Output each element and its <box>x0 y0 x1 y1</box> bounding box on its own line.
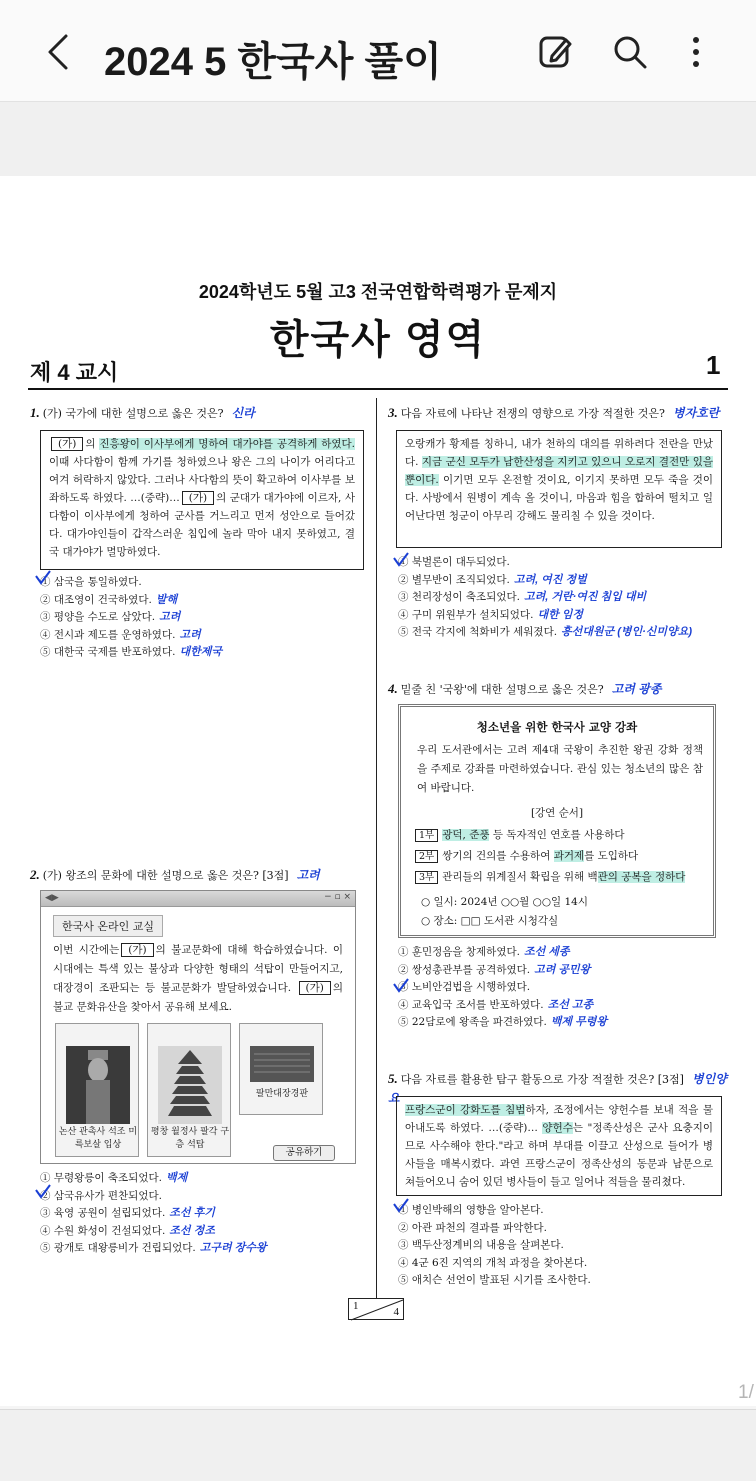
question-5-choices <box>398 1202 595 1290</box>
choice-5[interactable]: ⑤ 22담로에 왕족을 파견하였다. 백제 무령왕 <box>398 1016 607 1028</box>
question-3-stem: 3. 다음 자료에 나타난 전쟁의 영향으로 가장 적절한 것은? 병자호란 <box>388 405 720 420</box>
exam-subject-title: 한국사 영역 <box>269 318 487 362</box>
choice-5[interactable]: ⑤ 애치슨 선언이 발표된 시기를 조사한다. <box>398 1274 591 1286</box>
highlight: 진흥왕이 이사부에게 명하여 대가야를 공격하게 하였다. <box>99 438 355 450</box>
check-mark-icon <box>392 978 410 994</box>
viewer-margin-top <box>0 102 756 176</box>
lecture-item: 2부 쌍기의 건의를 수용하여 과거제를 도입하다 <box>415 846 685 867</box>
heritage-card-3 <box>239 1023 323 1115</box>
heritage-card-2 <box>147 1023 231 1157</box>
lecture-list <box>415 825 685 888</box>
online-class-window <box>40 890 356 1164</box>
more-vertical-icon <box>676 32 716 72</box>
bottom-bar <box>0 1409 756 1481</box>
choice-1[interactable]: ① 무령왕릉이 축조되었다. 백제 <box>40 1172 188 1184</box>
choice-3[interactable]: ③ 천리장성이 축조되었다. 고려, 거란·여진 침입 대비 <box>398 591 647 603</box>
choice-2[interactable]: ② 삼국유사가 편찬되었다. <box>40 1189 162 1202</box>
edit-button[interactable] <box>536 32 576 72</box>
choice-2[interactable]: ② 대조영이 건국하였다. 발해 <box>40 593 178 606</box>
question-3-choices <box>398 554 692 642</box>
window-body-text: 이번 시간에는 (가) 의 불교문화에 대해 학습하였습니다. 이 시대에는 특색 있는 불상과 다양한 형태의 석탑이 만들어지고, 대장경이 조판되는 등 불교문화가 발달하였습니다. (가) 의 불교 문화유산을 찾아서 공유해 보세요. <box>53 944 343 1013</box>
choice-5[interactable]: ⑤ 광개토 대왕릉비가 건립되었다. 고구려 장수왕 <box>40 1242 267 1254</box>
handwritten-note: 신라 <box>231 406 255 420</box>
notice-intro: 우리 도서관에서는 고려 제4대 국왕이 추진한 왕권 강화 정책을 주제로 강좌를 마련하였습니다. 관심 있는 청소년의 많은 참여 바랍니다. <box>417 744 703 794</box>
question-2-choices <box>40 1170 267 1258</box>
question-1-choices <box>40 574 222 662</box>
choice-3[interactable]: ③ 평양을 수도로 삼았다. 고려 <box>40 611 181 623</box>
choice-2[interactable]: ② 별무반이 조직되었다. 고려, 여진 정벌 <box>398 573 587 586</box>
woodblock-image <box>250 1046 314 1082</box>
choice-4[interactable]: ④ 수원 화성이 건설되었다. 조선 정조 <box>40 1224 215 1237</box>
stone-buddha-image <box>66 1046 130 1124</box>
page-counter: 1/ <box>738 1382 754 1403</box>
window-tab: 한국사 온라인 교실 <box>53 915 163 937</box>
column-divider <box>376 398 377 1298</box>
choice-3[interactable]: ③ 백두산정계비의 내용을 살펴본다. <box>398 1239 564 1251</box>
card-caption: 팔만대장경판 <box>255 1089 309 1099</box>
card-caption: 평창 월정사 팔각 구층 석탑 <box>150 1127 230 1150</box>
choice-4[interactable]: ④ 교육입국 조서를 반포하였다. 조선 고종 <box>398 998 594 1011</box>
choice-5[interactable]: ⑤ 전국 각지에 척화비가 세워졌다. 흥선대원군 (병인·신미양요) <box>398 626 692 638</box>
choice-4[interactable]: ④ 전시과 제도를 운영하였다. 고려 <box>40 628 201 641</box>
highlight: 지금 군신 모두가 남한산성을 지키고 있으니 오로지 결전만 있을 뿐이다. <box>405 456 713 486</box>
handwritten-note: 고려 광종 <box>611 682 662 696</box>
exam-period: 제 4 교시 <box>30 360 119 385</box>
lecture-item: 3부 관리들의 위계질서 확립을 위해 백관의 공복을 정하다 <box>415 867 685 888</box>
choice-1[interactable]: ① 훈민정음을 창제하였다. 조선 세종 <box>398 946 570 958</box>
search-icon <box>610 32 650 72</box>
choice-1[interactable]: ① 삼국을 통일하였다. <box>40 576 142 588</box>
choice-1[interactable]: ① 병인박해의 영향을 알아본다. <box>398 1204 544 1216</box>
back-button[interactable] <box>38 30 78 74</box>
handwritten-note: 병인양요 <box>388 1072 727 1105</box>
more-options-button[interactable] <box>676 32 716 72</box>
lecture-notice-box <box>398 704 716 938</box>
choice-2[interactable]: ② 아관 파천의 결과를 파악한다. <box>398 1221 547 1234</box>
question-5-stem: 5. 다음 자료를 활용한 탐구 활동으로 가장 적절한 것은? [3점] 병인양요 <box>388 1071 727 1105</box>
question-1-source-box: (가) 의 진흥왕이 이사부에게 명하여 대가야를 공격하게 하였다. 이때 사다함이 함께 가기를 청하였으나 왕은 그의 나이가 어리다고 여겨 허락하지 않았다. 그러나 사다함의 뜻이 확고하여 이사부를 보좌하도록 하였다. …(중략)… (가) 의 군대가 대가야에 이르자, 사다함이 이사부에게 청하여 군사를 거느리고 먼저 성안으로 들어갔다. 대가야인들이 갑작스러운 침입에 놀라 막아 내지 못하였고, 결국 대가야가 멸망하였다. <box>40 430 364 570</box>
question-1-stem: 1. (가) 국가에 대한 설명으로 옳은 것은? 신라 <box>30 405 255 420</box>
question-4-choices <box>398 944 607 1032</box>
handwritten-note: 고려 <box>296 868 320 882</box>
header-divider <box>28 388 728 390</box>
check-mark-icon <box>392 552 410 568</box>
window-nav-icon: ◀▶ <box>45 893 59 903</box>
lecture-order-label: [강연 순서] <box>530 807 584 819</box>
choice-5[interactable]: ⑤ 대한국 국제를 반포하였다. 대한제국 <box>40 646 222 658</box>
window-controls-icon: − ▫ × <box>324 892 351 902</box>
lecture-item: 1부 광덕, 준풍 등 독자적인 연호를 사용하다 <box>415 825 685 846</box>
share-button[interactable]: 공유하기 <box>273 1145 335 1161</box>
window-title-bar <box>41 891 355 907</box>
document-page <box>0 176 756 1406</box>
notice-title: 청소년을 위한 한국사 교양 강좌 <box>476 720 638 734</box>
edit-icon <box>536 32 576 72</box>
document-title: 2024 5 한국사 풀이 <box>104 40 442 84</box>
highlight: 양헌수 <box>542 1122 573 1134</box>
choice-3[interactable]: ③ 육영 공원이 설립되었다. 조선 후기 <box>40 1207 215 1219</box>
exam-pager: 1 4 <box>348 1298 404 1320</box>
choice-1[interactable]: ① 북벌론이 대두되었다. <box>398 556 510 568</box>
choice-4[interactable]: ④ 4군 6진 지역의 개척 과정을 찾아본다. <box>398 1256 588 1269</box>
check-mark-icon <box>34 1184 52 1200</box>
check-mark-icon <box>392 1198 410 1214</box>
check-mark-icon <box>34 570 52 586</box>
pagoda-image <box>158 1046 222 1124</box>
choice-4[interactable]: ④ 구미 위원부가 설치되었다. 대한 임정 <box>398 608 583 621</box>
app-bar <box>0 0 756 102</box>
exam-header: 2024학년도 5월 고3 전국연합학력평가 문제지 <box>198 282 558 302</box>
question-2-stem: 2. (가) 왕조의 문화에 대한 설명으로 옳은 것은? [3점] 고려 <box>30 867 320 882</box>
heritage-card-1 <box>55 1023 139 1157</box>
question-5-source-box: 프랑스군이 강화도를 침범하자, 조정에서는 양헌수를 보내 적을 물아내도록 하였다. …(중략)… 양헌수는 "정족산성은 군사 요충지이므로 사수해야 한다."라고 하며 부대를 이끌고 산성으로 들어가 병사들을 매복시켰다. 과연 프랑스군이 정족산성의 동문과 남문으로 쳐들어오니 숨어 있던 병사들이 들고 일어나 적들을 물리쳤다. <box>396 1096 722 1196</box>
choice-3[interactable]: ③ 노비안검법을 시행하였다. <box>398 981 531 993</box>
choice-2[interactable]: ② 쌍성총관부를 공격하였다. 고려 공민왕 <box>398 963 591 976</box>
chevron-left-icon <box>38 30 78 74</box>
search-button[interactable] <box>610 32 650 72</box>
lecture-info: ○ 일시: 2024년 ○○월 ○○일 14시 ○ 장소: □□ 도서관 시청각실 <box>421 896 588 927</box>
handwritten-note: 병자호란 <box>672 406 720 420</box>
exam-page-number: 1 <box>706 350 721 380</box>
card-caption: 논산 관촉사 석조 미륵보살 입상 <box>58 1127 138 1150</box>
question-3-source-box: 오랑캐가 황제를 칭하니, 내가 천하의 대의를 위하려다 전란을 만났다. 지금 군신 모두가 남한산성을 지키고 있으니 오로지 결전만 있을 뿐이다. 이기면 모두 온전할 것이요, 이기지 못하면 모두 죽을 것이다. 사방에서 원병이 계속 올 것이니, 마음과 힘을 합하여 떨치고 일어난다면 청군이 아무리 강해도 물리칠 수 있을 것이다. <box>396 430 722 548</box>
question-4-stem: 4. 밑줄 친 '국왕'에 대한 설명으로 옳은 것은? 고려 광종 <box>388 681 662 696</box>
highlight: 프랑스군이 강화도를 침범 <box>405 1104 526 1116</box>
